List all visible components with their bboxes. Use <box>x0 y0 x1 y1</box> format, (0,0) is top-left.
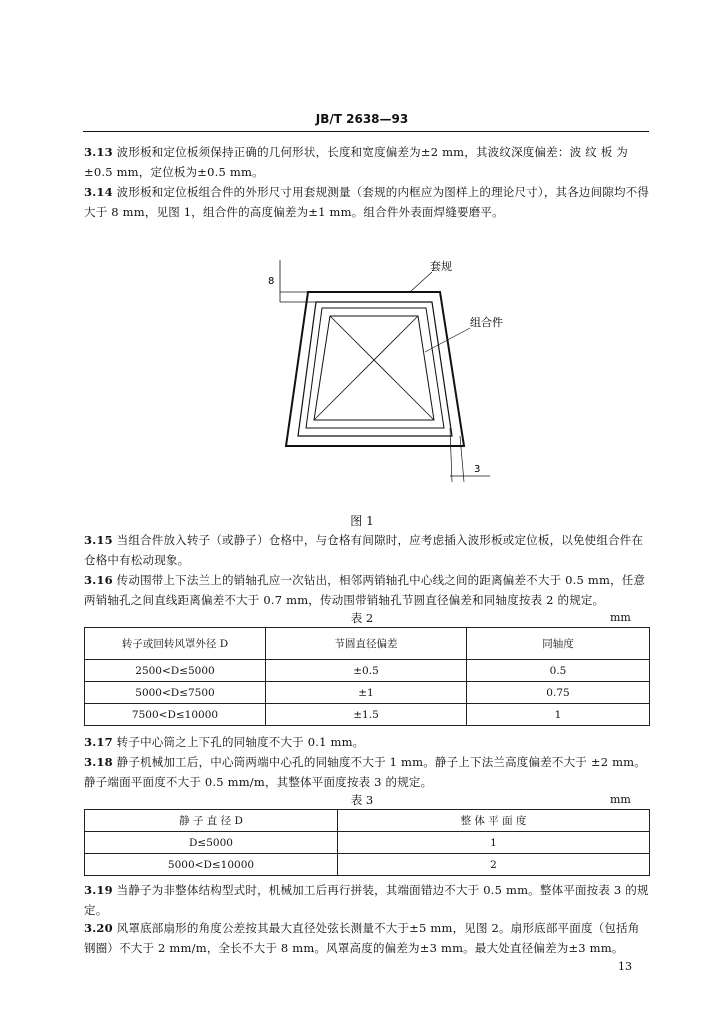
dim-label-3: 3 <box>474 464 481 475</box>
table2-header: 同轴度 <box>467 628 650 660</box>
table-row <box>85 682 650 704</box>
figure-1-drawing <box>260 250 510 490</box>
table2-header: 转子或回转风罩外径 D <box>85 628 266 660</box>
clause-number: 3.19 <box>84 883 113 897</box>
table-2 <box>84 627 650 726</box>
table-3 <box>84 809 650 876</box>
label-gauge: 套规 <box>430 260 452 273</box>
clause-text: 转子中心筒之上下孔的同轴度不大于 0.1 mm。 <box>116 735 365 749</box>
table-cell: 1 <box>467 704 650 726</box>
table-cell: 2 <box>338 854 650 876</box>
table2-title: 表 2 <box>350 611 374 625</box>
label-assembly: 组合件 <box>470 316 503 329</box>
page-header: JB/T 2638—93 <box>315 112 409 126</box>
table-cell: 5000<D≤7500 <box>85 682 266 704</box>
clause-text: 传动围带上下法兰上的销轴孔应一次钻出，相邻两销轴孔中心线之间的距离偏差不大于 0.5 mm，任意两销轴孔之间直线距离偏差不大于 0.7 mm，传动围带销轴孔节圆直径偏差和同轴度按表 2 的规定。 <box>84 573 646 607</box>
assembly-outer <box>306 308 444 428</box>
table-cell: 5000<D≤10000 <box>85 854 338 876</box>
leader-gauge <box>410 272 432 292</box>
table3-unit: mm <box>610 793 631 806</box>
table-row <box>85 832 650 854</box>
gauge-outer-frame <box>286 292 464 446</box>
clause-number: 3.14 <box>84 185 113 199</box>
clause-text: 当组合件放入转子（或静子）仓格中，与仓格有间隙时，应考虑插入波形板或定位板，以免使组合件在仓格中有松动现象。 <box>84 533 644 567</box>
clause-number: 3.13 <box>84 145 113 159</box>
clause-3-14 <box>84 182 650 222</box>
table-row <box>85 660 650 682</box>
clause-number: 3.17 <box>84 735 113 749</box>
clause-3-15 <box>84 530 650 570</box>
clause-text: 风罩底部扇形的角度公差按其最大直径处弦长测量不大于±5 mm，见图 2。扇形底部平面度（包括角钢圈）不大于 2 mm/m，全长不大于 8 mm。风罩高度的偏差为±3 mm。最大处直径偏差为±3 mm。 <box>84 921 640 955</box>
clause-3-18 <box>84 752 650 792</box>
table3-header: 整 体 平 面 度 <box>338 810 650 832</box>
leader-assembly <box>425 328 470 352</box>
dim-label-8: 8 <box>268 276 275 287</box>
table2-header: 节圆直径偏差 <box>266 628 467 660</box>
header-rule <box>83 131 649 132</box>
assembly-inner <box>314 316 434 420</box>
table-row <box>85 704 650 726</box>
clause-text: 当静子为非整体结构型式时，机械加工后再行拼装，其端面错边不大于 0.5 mm。整体平面按表 3 的规定。 <box>84 883 649 917</box>
clause-text: 波形板和定位板须保持正确的几何形状，长度和宽度偏差为±2 mm，其波纹深度偏差：波 纹 板 为 ±0.5 mm，定位板为±0.5 mm。 <box>84 145 628 179</box>
table-cell: D≤5000 <box>85 832 338 854</box>
table3-header: 静 子 直 径 D <box>85 810 338 832</box>
table-row <box>85 854 650 876</box>
gauge-inner-frame <box>298 302 452 436</box>
figure-caption: 图 1 <box>350 514 374 528</box>
table-cell: 0.5 <box>467 660 650 682</box>
table-cell: 2500<D≤5000 <box>85 660 266 682</box>
clause-number: 3.18 <box>84 755 113 769</box>
clause-3-17 <box>84 732 650 752</box>
clause-3-13 <box>84 142 650 182</box>
clause-number: 3.16 <box>84 573 113 587</box>
clause-number: 3.20 <box>84 921 113 935</box>
clause-text: 静子机械加工后，中心筒两端中心孔的同轴度不大于 1 mm。静子上下法兰高度偏差不大于 ±2 mm。静子端面平面度不大于 0.5 mm/m，其整体平面度按表 3 的规定。 <box>84 755 646 789</box>
diagonal-2 <box>314 316 418 420</box>
table3-title: 表 3 <box>350 793 374 807</box>
clause-3-19 <box>84 880 650 920</box>
table2-unit: mm <box>610 611 631 624</box>
table-cell: 1 <box>338 832 650 854</box>
diagonal-1 <box>330 316 434 420</box>
clause-3-16 <box>84 570 650 610</box>
table-cell: ±1 <box>266 682 467 704</box>
table-cell: 0.75 <box>467 682 650 704</box>
table-cell: 7500<D≤10000 <box>85 704 266 726</box>
clause-text: 波形板和定位板组合件的外形尺寸用套规测量（套规的内框应为图样上的理论尺寸），其各边间隙均不得大于 8 mm，见图 1，组合件的高度偏差为±1 mm。组合件外表面焊缝要磨平。 <box>84 185 650 219</box>
table-cell: ±1.5 <box>266 704 467 726</box>
clause-3-20 <box>84 918 650 958</box>
table-cell: ±0.5 <box>266 660 467 682</box>
clause-number: 3.15 <box>84 533 113 547</box>
page-number: 13 <box>618 960 632 973</box>
